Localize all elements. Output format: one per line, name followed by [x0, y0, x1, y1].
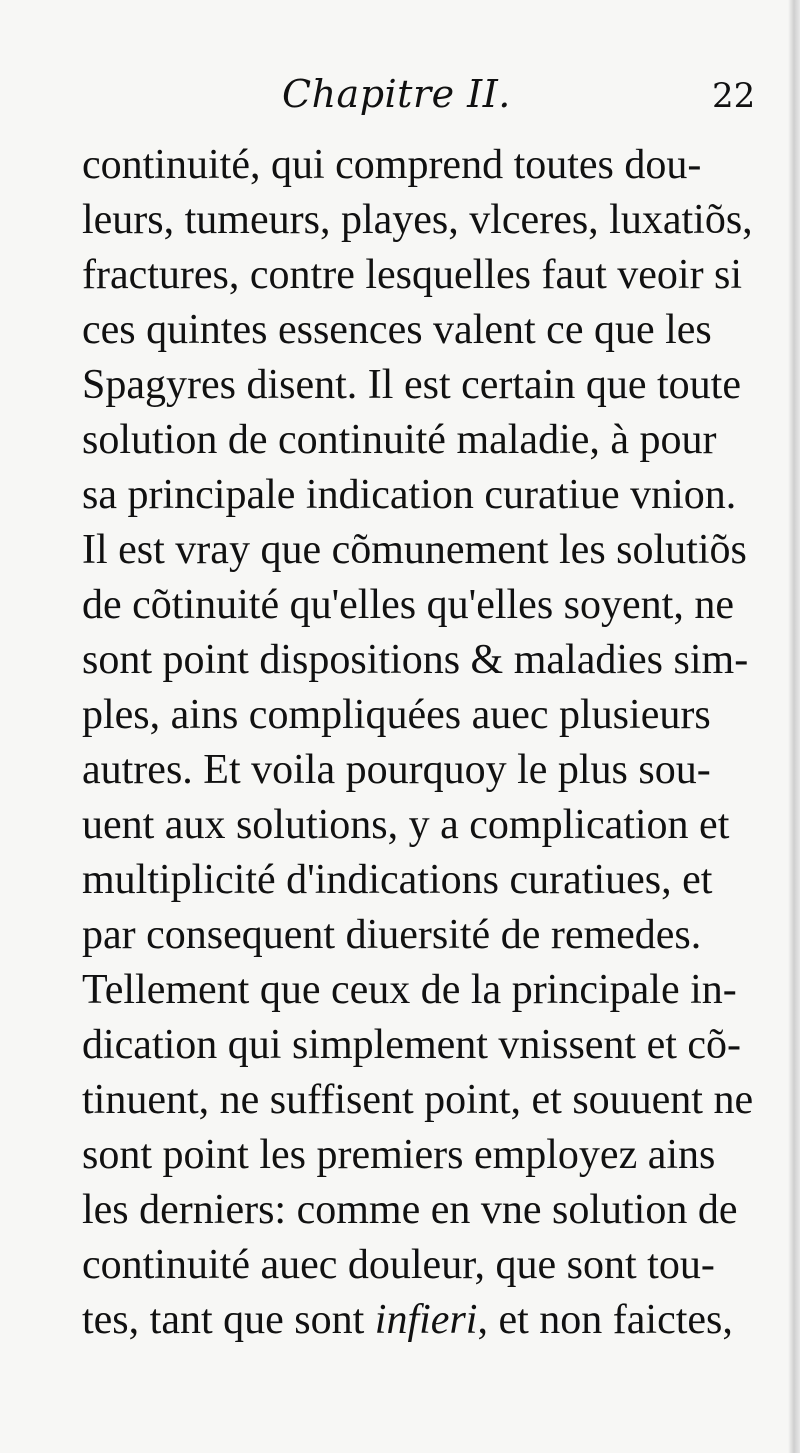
text-line: sont point les premiers employez ains — [82, 1132, 716, 1178]
text-line: ples, ains compliquées auec plusieurs — [82, 692, 711, 738]
text-line: sont point dispositions & maladies sim- — [82, 637, 749, 683]
text-line: autres. Et voila pourquoy le plus sou- — [82, 747, 711, 793]
body-text — [82, 138, 772, 1348]
running-title: Chapitre II. — [282, 72, 511, 116]
page-number: 22 — [712, 76, 756, 116]
text-line: Tellement que ceux de la principale in- — [82, 967, 737, 1013]
text-line: fractures, contre lesquelles faut veoir si — [82, 252, 743, 298]
text-line: par consequent diuersité de remedes. — [82, 912, 702, 958]
last-line-italic: infieri — [374, 1297, 478, 1343]
text-line: dication qui simplement vnissent et cõ- — [82, 1022, 742, 1068]
text-line: continuité auec douleur, que sont tou- — [82, 1242, 715, 1288]
last-line-end: , et non faictes, — [477, 1297, 733, 1343]
text-line: uent aux solutions, y a complication et — [82, 802, 730, 848]
text-line: leurs, tumeurs, playes, vlceres, luxatiõs, — [82, 197, 753, 243]
text-line: Il est vray que cõmunement les solutiõs — [82, 527, 747, 573]
text-line: de cõtinuité qu'elles qu'elles soyent, ne — [82, 582, 734, 628]
text-line: solution de continuité maladie, à pour — [82, 417, 717, 463]
page-header — [0, 72, 800, 132]
page-edge — [788, 0, 800, 1453]
text-line: ces quintes essences valent ce que les — [82, 307, 712, 353]
text-line: multiplicité d'indications curatiues, et — [82, 857, 713, 903]
text-line: continuité, qui comprend toutes dou- — [82, 142, 702, 188]
text-line: les derniers: comme en vne solution de — [82, 1187, 738, 1233]
text-line-last — [82, 1293, 772, 1348]
last-line-start: tes, tant que sont — [82, 1297, 375, 1343]
text-line: sa principale indication curatiue vnion. — [82, 472, 737, 518]
text-line: tinuent, ne suffisent point, et souuent ne — [82, 1077, 754, 1123]
text-line: Spagyres disent. Il est certain que toute — [82, 362, 741, 408]
